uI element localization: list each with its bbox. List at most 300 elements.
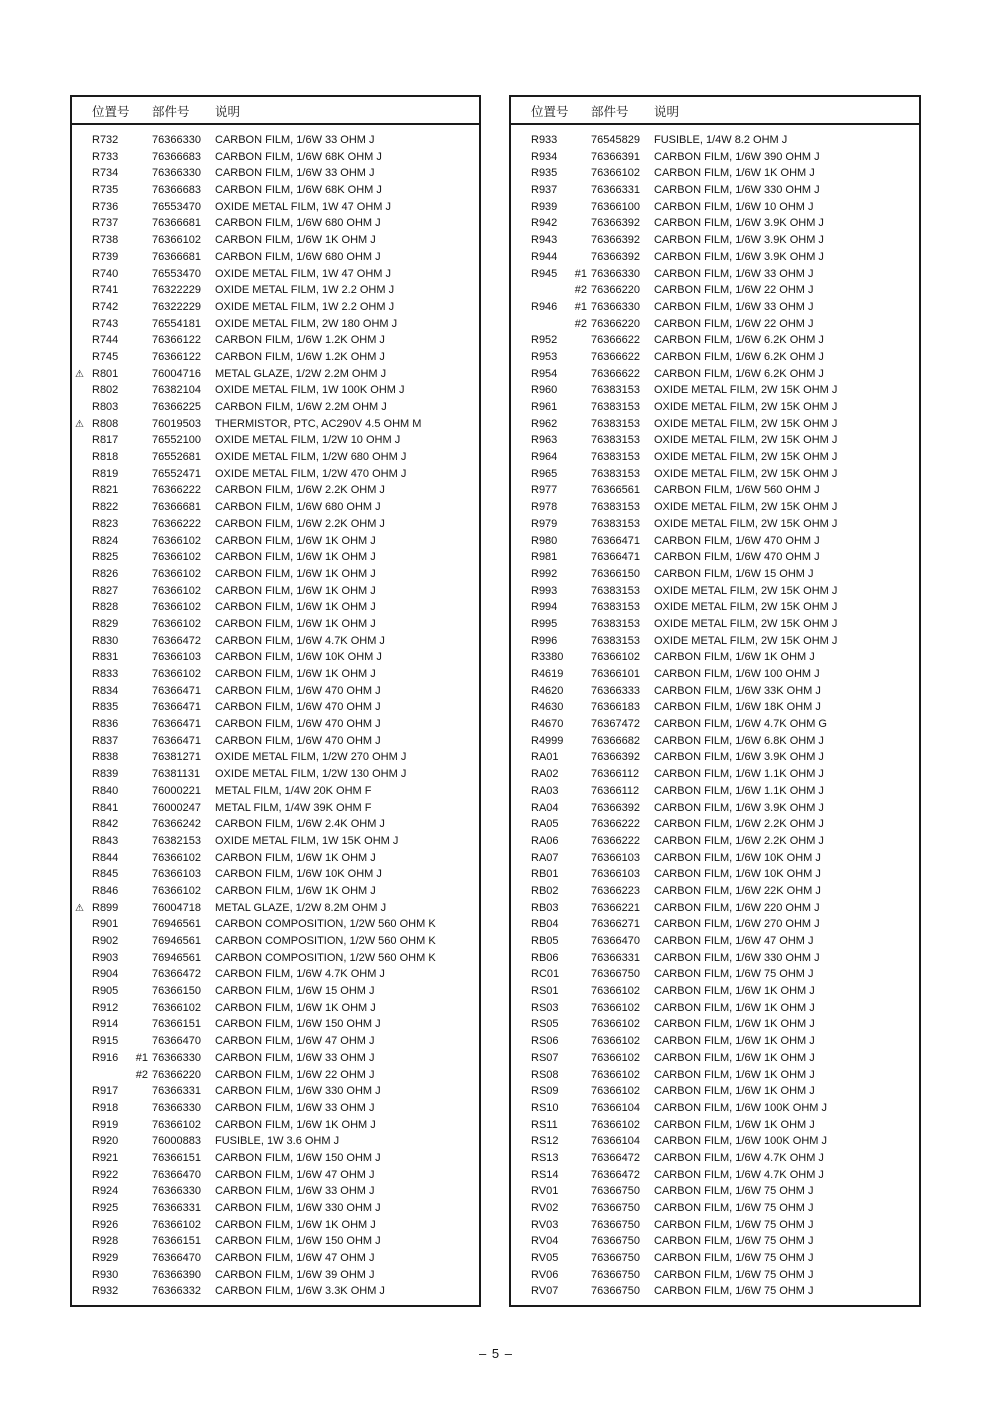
ref-designator: R963 (531, 434, 558, 447)
ref-designator: R916 (92, 1051, 119, 1064)
part-description: CARBON FILM, 1/6W 3.9K OHM J (654, 801, 824, 814)
table-row (72, 633, 479, 650)
part-description: CARBON FILM, 1/6W 3.3K OHM J (215, 1285, 385, 1298)
ref-designator: R937 (531, 184, 558, 197)
table-row (72, 783, 479, 800)
part-description: THERMISTOR, PTC, AC290V 4.5 OHM M (215, 417, 422, 430)
part-description: CARBON FILM, 1/6W 1K OHM J (215, 668, 376, 680)
ref-designator: R921 (92, 1151, 119, 1164)
part-number: 76366750 (591, 968, 640, 981)
part-description: CARBON FILM, 1/6W 22 OHM J (215, 1068, 375, 1081)
table-row (511, 1050, 919, 1067)
part-description: CARBON FILM, 1/6W 470 OHM J (215, 684, 381, 697)
parts-table-left (70, 95, 481, 1307)
table-row (72, 566, 479, 583)
part-description: CARBON FILM, 1/6W 47 OHM J (215, 1168, 375, 1181)
part-number: 76366102 (591, 1001, 640, 1014)
table-row (72, 699, 479, 716)
part-description: OXIDE METAL FILM, 1W 15K OHM J (215, 834, 399, 847)
part-number: 76553470 (152, 200, 201, 213)
ref-designator: R735 (92, 184, 119, 197)
part-number: 76366392 (591, 250, 640, 263)
part-number: 76383153 (591, 634, 640, 647)
ref-designator: R981 (531, 551, 558, 564)
table-row (72, 833, 479, 850)
ref-designator: R734 (92, 167, 119, 180)
part-description: CARBON FILM, 1/6W 680 OHM J (215, 250, 381, 263)
part-description: CARBON FILM, 1/6W 470 OHM J (654, 551, 820, 564)
part-description: OXIDE METAL FILM, 2W 15K OHM J (654, 434, 838, 447)
column-header-ref: 位置号 (531, 105, 569, 119)
part-number: 76366102 (152, 851, 201, 864)
table-row (72, 533, 479, 550)
ref-designator: R964 (531, 451, 558, 464)
table-row (72, 666, 479, 683)
part-number: 76366330 (152, 167, 201, 180)
part-description: CARBON FILM, 1/6W 1K OHM J (215, 884, 376, 897)
table-row (511, 399, 919, 416)
column-header-part: 部件号 (591, 105, 629, 119)
part-description: CARBON COMPOSITION, 1/2W 560 OHM K (215, 918, 436, 931)
ref-designator: R933 (531, 134, 558, 146)
table-row (72, 299, 479, 316)
table-row (72, 1283, 479, 1300)
table-row (72, 800, 479, 817)
ref-designator: RA03 (531, 784, 559, 797)
part-number: 76366102 (591, 1035, 640, 1048)
part-number: 76366391 (591, 150, 640, 163)
table-row (511, 299, 919, 316)
alt-part-note: #1 (574, 300, 587, 313)
table-row (72, 900, 479, 917)
part-number: 76004718 (152, 901, 201, 914)
part-number: 76366750 (591, 1268, 640, 1281)
part-description: CARBON FILM, 1/6W 150 OHM J (215, 1018, 381, 1031)
part-description: CARBON FILM, 1/6W 3.9K OHM J (654, 217, 824, 230)
ref-designator: R919 (92, 1118, 119, 1131)
part-description: OXIDE METAL FILM, 2W 15K OHM J (654, 467, 838, 480)
part-description: CARBON FILM, 1/6W 10K OHM J (215, 868, 382, 881)
table-row (511, 199, 919, 216)
table-row (72, 1167, 479, 1184)
table-row (511, 699, 919, 716)
part-description: CARBON FILM, 1/6W 150 OHM J (215, 1235, 381, 1248)
part-number: 76366333 (591, 684, 640, 697)
table-row (511, 599, 919, 616)
part-description: CARBON FILM, 1/6W 1K OHM J (215, 1118, 376, 1131)
part-number: 76366102 (591, 1085, 640, 1098)
part-description: CARBON FILM, 1/6W 39 OHM J (215, 1268, 375, 1281)
part-description: CARBON FILM, 1/6W 2.4K OHM J (215, 818, 385, 831)
part-number: 76366112 (591, 784, 640, 797)
part-description: CARBON FILM, 1/6W 15 OHM J (654, 567, 814, 580)
part-description: CARBON FILM, 1/6W 1.1K OHM J (654, 768, 824, 781)
part-description: CARBON FILM, 1/6W 75 OHM J (654, 1235, 814, 1248)
ref-designator: R4619 (531, 668, 564, 680)
part-description: OXIDE METAL FILM, 2W 15K OHM J (654, 417, 838, 430)
part-description: OXIDE METAL FILM, 2W 15K OHM J (654, 384, 838, 397)
part-number: 76366472 (591, 1168, 640, 1181)
part-number: 76383153 (591, 384, 640, 397)
part-number: 76366242 (152, 818, 201, 831)
part-description: METAL GLAZE, 1/2W 2.2M OHM J (215, 367, 387, 380)
part-description: OXIDE METAL FILM, 2W 15K OHM J (654, 634, 838, 647)
part-number: 76366331 (591, 951, 640, 964)
part-number: 76366750 (591, 1218, 640, 1231)
table-row (72, 249, 479, 266)
part-number: 76552100 (152, 434, 201, 447)
table-row (511, 266, 919, 283)
part-number: 76383153 (591, 451, 640, 464)
part-number: 76946561 (152, 935, 201, 947)
part-description: CARBON FILM, 1/6W 75 OHM J (654, 1285, 814, 1298)
ref-designator: R823 (92, 517, 119, 530)
ref-designator: RS11 (531, 1118, 558, 1131)
part-description: CARBON FILM, 1/6W 1K OHM J (215, 234, 376, 247)
ref-designator: RS01 (531, 985, 559, 998)
part-number: 76946561 (152, 918, 201, 931)
part-description: CARBON FILM, 1/6W 1K OHM J (215, 1001, 376, 1014)
ref-designator: R826 (92, 567, 119, 580)
table-row (72, 816, 479, 833)
part-number: 76366470 (591, 935, 640, 947)
part-description: CARBON FILM, 1/6W 4.7K OHM J (654, 1151, 824, 1164)
ref-designator: R905 (92, 985, 119, 998)
ref-designator: RB06 (531, 951, 559, 964)
ref-designator: R840 (92, 784, 119, 797)
part-description: CARBON COMPOSITION, 1/2W 560 OHM K (215, 951, 436, 964)
ref-designator: R994 (531, 601, 558, 614)
part-number: 76366622 (591, 334, 640, 347)
part-description: CARBON FILM, 1/6W 1K OHM J (215, 551, 376, 564)
table-row (72, 516, 479, 533)
part-number: 76366472 (152, 634, 201, 647)
table-row (72, 883, 479, 900)
part-description: CARBON FILM, 1/6W 4.7K OHM J (215, 968, 385, 981)
table-row (511, 232, 919, 249)
table-row (72, 583, 479, 600)
ref-designator: R829 (92, 617, 119, 630)
part-description: CARBON FILM, 1/6W 75 OHM J (654, 1268, 814, 1281)
ref-designator: R825 (92, 551, 119, 564)
part-description: OXIDE METAL FILM, 2W 15K OHM J (654, 517, 838, 530)
part-number: 76366102 (591, 651, 640, 664)
ref-designator: R831 (92, 651, 119, 664)
part-number: 76366683 (152, 150, 201, 163)
table-row (72, 1083, 479, 1100)
ref-designator: R912 (92, 1001, 119, 1014)
part-description: CARBON FILM, 1/6W 470 OHM J (215, 734, 381, 747)
table-row (72, 1233, 479, 1250)
part-number: 76366101 (591, 668, 640, 680)
ref-designator: RA06 (531, 834, 559, 847)
ref-designator: R845 (92, 868, 119, 881)
table-row (511, 883, 919, 900)
part-number: 76366102 (152, 884, 201, 897)
table-row (72, 616, 479, 633)
table-row (72, 182, 479, 199)
part-number: 76366102 (591, 167, 640, 180)
table-row (72, 215, 479, 232)
part-description: METAL FILM, 1/4W 20K OHM F (215, 784, 372, 797)
table-row (72, 950, 479, 967)
table-row (511, 716, 919, 733)
table-row (72, 432, 479, 449)
part-number: 76366471 (152, 701, 201, 714)
part-description: CARBON FILM, 1/6W 1K OHM J (654, 1051, 815, 1064)
part-description: CARBON FILM, 1/6W 1K OHM J (215, 1218, 376, 1231)
part-description: CARBON FILM, 1/6W 6.2K OHM J (654, 334, 824, 347)
part-description: CARBON FILM, 1/6W 10K OHM J (215, 651, 382, 664)
alt-part-note: #1 (135, 1051, 148, 1064)
part-number: 76366470 (152, 1035, 201, 1048)
table-row (511, 282, 919, 299)
part-description: CARBON FILM, 1/6W 1.2K OHM J (215, 350, 385, 363)
ref-designator: RS07 (531, 1051, 559, 1064)
table-row (511, 833, 919, 850)
ref-designator: R954 (531, 367, 558, 380)
part-number: 76946561 (152, 951, 201, 964)
table-body-left (72, 125, 479, 1305)
table-row (511, 916, 919, 933)
part-description: CARBON FILM, 1/6W 22 OHM J (654, 317, 814, 330)
part-description: OXIDE METAL FILM, 2W 15K OHM J (654, 601, 838, 614)
part-number: 76366220 (152, 1068, 201, 1081)
ref-designator: R803 (92, 401, 119, 413)
ref-designator: R744 (92, 334, 119, 347)
part-description: CARBON FILM, 1/6W 47 OHM J (215, 1035, 375, 1048)
ref-designator: R996 (531, 634, 558, 647)
ref-designator: RV02 (531, 1202, 559, 1214)
table-row (511, 966, 919, 983)
table-row (511, 1267, 919, 1284)
part-number: 76366102 (591, 1068, 640, 1081)
part-number: 76366330 (152, 1185, 201, 1198)
ref-designator: RV07 (531, 1285, 559, 1298)
table-row (511, 766, 919, 783)
table-row (511, 332, 919, 349)
ref-designator: R824 (92, 534, 119, 547)
ref-designator: RA02 (531, 768, 559, 781)
part-number: 76381271 (152, 751, 201, 764)
part-number: 76366102 (591, 1051, 640, 1064)
table-row (72, 966, 479, 983)
ref-designator: RV05 (531, 1252, 559, 1265)
table-row (72, 266, 479, 283)
part-description: CARBON FILM, 1/6W 1K OHM J (654, 167, 815, 180)
table-row (511, 1217, 919, 1234)
ref-designator: R819 (92, 467, 119, 480)
ref-designator: R943 (531, 234, 558, 247)
table-row (511, 549, 919, 566)
part-number: 76366392 (591, 751, 640, 764)
table-row (72, 366, 479, 383)
table-row (72, 199, 479, 216)
part-number: 76366331 (152, 1085, 201, 1098)
table-row (511, 182, 919, 199)
part-description: CARBON FILM, 1/6W 33 OHM J (215, 1185, 375, 1198)
table-row (511, 666, 919, 683)
ref-designator: R842 (92, 818, 119, 831)
table-row (511, 466, 919, 483)
part-number: 76366470 (152, 1168, 201, 1181)
ref-designator: RS14 (531, 1168, 559, 1181)
part-number: 76383153 (591, 584, 640, 597)
ref-designator: R808 (92, 417, 119, 430)
part-description: CARBON FILM, 1/6W 100K OHM J (654, 1101, 827, 1114)
part-number: 76366102 (152, 668, 201, 680)
part-number: 76366392 (591, 801, 640, 814)
ref-designator: R932 (92, 1285, 119, 1298)
ref-designator: RV06 (531, 1268, 559, 1281)
part-description: CARBON FILM, 1/6W 2.2K OHM J (654, 834, 824, 847)
ref-designator: RV04 (531, 1235, 559, 1248)
table-row (72, 316, 479, 333)
part-number: 76553470 (152, 267, 201, 280)
ref-designator: R733 (92, 150, 119, 163)
ref-designator: RS10 (531, 1101, 559, 1114)
part-number: 76366390 (152, 1268, 201, 1281)
table-row (72, 466, 479, 483)
table-row (511, 215, 919, 232)
table-row (72, 1133, 479, 1150)
ref-designator: R904 (92, 968, 119, 981)
ref-designator: R745 (92, 350, 119, 363)
part-number: 76366103 (152, 868, 201, 881)
part-number: 76366471 (152, 734, 201, 747)
ref-designator: R915 (92, 1035, 119, 1048)
table-row (72, 1267, 479, 1284)
page-number: – 5 – (479, 1346, 513, 1361)
table-row (72, 866, 479, 883)
ref-designator: R920 (92, 1135, 119, 1148)
table-row (72, 683, 479, 700)
ref-designator: R942 (531, 217, 558, 230)
part-description: OXIDE METAL FILM, 2W 15K OHM J (654, 584, 838, 597)
part-description: OXIDE METAL FILM, 1/2W 270 OHM J (215, 751, 407, 764)
ref-designator: RV01 (531, 1185, 559, 1198)
ref-designator: R3380 (531, 651, 564, 664)
ref-designator: RB04 (531, 918, 559, 931)
part-description: OXIDE METAL FILM, 2W 15K OHM J (654, 451, 838, 464)
part-number: 76366102 (152, 1001, 201, 1014)
table-row (511, 1250, 919, 1267)
part-description: CARBON FILM, 1/6W 33 OHM J (215, 1051, 375, 1064)
ref-designator: R833 (92, 668, 119, 680)
part-number: 76366102 (591, 985, 640, 998)
part-description: FUSIBLE, 1W 3.6 OHM J (215, 1135, 340, 1148)
part-description: CARBON FILM, 1/6W 1K OHM J (654, 1118, 815, 1131)
part-number: 76366271 (591, 918, 640, 931)
table-row (72, 149, 479, 166)
part-description: CARBON FILM, 1/6W 68K OHM J (215, 184, 382, 197)
part-description: OXIDE METAL FILM, 1/2W 470 OHM J (215, 467, 407, 480)
part-description: CARBON FILM, 1/6W 6.2K OHM J (654, 350, 824, 363)
table-row (511, 249, 919, 266)
ref-designator: RB03 (531, 901, 559, 914)
part-number: 76366470 (152, 1252, 201, 1265)
part-description: CARBON FILM, 1/6W 1K OHM J (654, 1001, 815, 1014)
part-description: CARBON FILM, 1/6W 1K OHM J (654, 651, 815, 664)
table-row (511, 1233, 919, 1250)
part-description: CARBON FILM, 1/6W 6.2K OHM J (654, 367, 824, 380)
part-number: 76366471 (591, 551, 640, 564)
ref-designator: R818 (92, 451, 119, 464)
part-number: 76366471 (152, 684, 201, 697)
part-description: OXIDE METAL FILM, 1W 2.2 OHM J (215, 300, 395, 313)
part-description: CARBON FILM, 1/6W 1.1K OHM J (654, 784, 824, 797)
table-row (72, 349, 479, 366)
part-number: 76366151 (152, 1151, 201, 1164)
ref-designator: R740 (92, 267, 119, 280)
table-row (72, 1000, 479, 1017)
part-number: 76366102 (152, 1118, 201, 1131)
ref-designator: RS03 (531, 1001, 559, 1014)
ref-designator: R4620 (531, 684, 564, 697)
ref-designator: RS08 (531, 1068, 559, 1081)
part-number: 76366220 (591, 284, 640, 297)
ref-designator: R993 (531, 584, 558, 597)
part-number: 76552681 (152, 451, 201, 464)
part-description: CARBON FILM, 1/6W 1K OHM J (215, 567, 376, 580)
ref-designator: R737 (92, 217, 119, 230)
table-row (72, 1050, 479, 1067)
ref-designator: R838 (92, 751, 119, 764)
table-row (511, 866, 919, 883)
part-number: 76322229 (152, 300, 201, 313)
table-row (72, 1117, 479, 1134)
table-row (72, 165, 479, 182)
part-description: CARBON FILM, 1/6W 1K OHM J (654, 1035, 815, 1048)
part-number: 76366150 (152, 985, 201, 998)
part-description: CARBON FILM, 1/6W 1K OHM J (215, 617, 376, 630)
part-description: CARBON FILM, 1/6W 2.2K OHM J (654, 818, 824, 831)
ref-designator: R827 (92, 584, 119, 597)
ref-designator: RS09 (531, 1085, 559, 1098)
alt-part-note: #1 (574, 267, 587, 280)
table-row (511, 349, 919, 366)
part-number: 76383153 (591, 434, 640, 447)
part-description: CARBON FILM, 1/6W 330 OHM J (215, 1202, 381, 1214)
ref-designator: R922 (92, 1168, 119, 1181)
part-description: CARBON FILM, 1/6W 150 OHM J (215, 1151, 381, 1164)
part-number: 76366472 (152, 968, 201, 981)
ref-designator: R835 (92, 701, 119, 714)
part-number: 76000247 (152, 801, 201, 814)
part-number: 76366332 (152, 1285, 201, 1298)
ref-designator: R945 (531, 267, 558, 280)
table-row (511, 1150, 919, 1167)
ref-designator: R4630 (531, 701, 564, 714)
part-number: 76366330 (152, 134, 201, 146)
part-number: 76366331 (152, 1202, 201, 1214)
table-row (511, 1067, 919, 1084)
ref-designator: R944 (531, 250, 558, 263)
part-description: CARBON FILM, 1/6W 470 OHM J (215, 718, 381, 731)
ref-designator: R960 (531, 384, 558, 397)
ref-designator: R979 (531, 517, 558, 530)
ref-designator: RC01 (531, 968, 560, 981)
table-row (72, 482, 479, 499)
part-number: 76366122 (152, 350, 201, 363)
table-row (511, 800, 919, 817)
table-row (72, 1033, 479, 1050)
table-row (72, 1150, 479, 1167)
table-row (511, 566, 919, 583)
ref-designator: R980 (531, 534, 558, 547)
table-row (511, 1100, 919, 1117)
alt-part-note: #2 (135, 1068, 148, 1081)
